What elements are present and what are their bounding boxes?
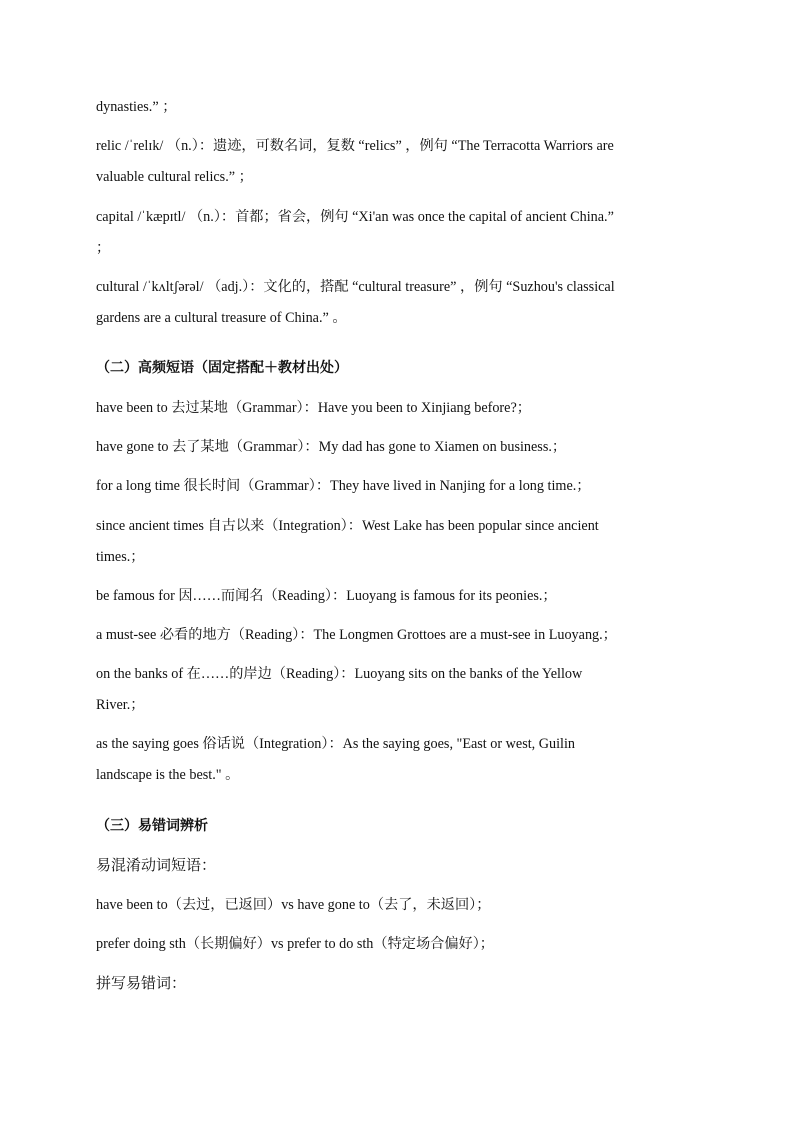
vocab-cultural-line2: gardens are a cultural treasure of China.” 。 xyxy=(96,310,347,326)
spelling-label: 拼写易错词： xyxy=(96,974,187,992)
phrase-item: on the banks of 在……的岸边（Reading）：Luoyang sits on the banks of the Yellow xyxy=(96,666,583,682)
confusable-item: prefer doing sth（长期偏好）vs prefer to do sth（特定场合偏好）； xyxy=(96,936,494,952)
phrase-item: have gone to 去了某地（Grammar）：My dad has gone to Xiamen on business.； xyxy=(96,439,567,455)
phrase-item-continuation: landscape is the best." 。 xyxy=(96,767,240,783)
section-heading-confusables: （三）易错词辨析 xyxy=(96,818,208,834)
phrase-item: since ancient times 自古以来（Integration）：West Lake has been popular since ancient xyxy=(96,518,599,534)
confusable-item: have been to（去过，已返回）vs have gone to（去了，未返回）； xyxy=(96,897,491,913)
phrase-item: be famous for 因……而闻名（Reading）：Luoyang is famous for its peonies.； xyxy=(96,588,557,604)
phrase-item-continuation: times.； xyxy=(96,549,145,565)
phrase-item: as the saying goes 俗话说（Integration）：As the saying goes, "East or west, Guilin xyxy=(96,736,576,752)
vocab-capital-line1: capital /ˈkæpɪtl/ （n.）：首都；省会，例句 “Xi'an was once the capital of ancient China.” xyxy=(96,209,614,225)
phrase-item: for a long time 很长时间（Grammar）：They have lived in Nanjing for a long time.； xyxy=(96,478,591,494)
section-heading-phrases: （二）高频短语（固定搭配＋教材出处） xyxy=(96,360,348,376)
vocab-relic-line1: relic /ˈrelɪk/ （n.）：遗迹，可数名词，复数 “relics” ，例句 “The Terracotta Warriors are xyxy=(96,138,614,154)
phrase-item: a must-see 必看的地方（Reading）：The Longmen Grottoes are a must-see in Luoyang.； xyxy=(96,627,617,643)
phrase-item: have been to 去过某地（Grammar）：Have you been to Xinjiang before?； xyxy=(96,400,531,416)
vocab-relic-line2: valuable cultural relics.” ； xyxy=(96,169,253,185)
vocab-capital-line2: ； xyxy=(96,240,111,256)
phrase-item-continuation: River.； xyxy=(96,697,145,713)
vocab-cultural-line1: cultural /ˈkʌltʃərəl/ （adj.）：文化的，搭配 “cultural treasure” ，例句 “Suzhou's classical xyxy=(96,279,615,295)
verb-phrases-label: 易混淆动词短语： xyxy=(96,856,217,874)
vocab-dynasties-tail: dynasties.” ； xyxy=(96,99,177,115)
